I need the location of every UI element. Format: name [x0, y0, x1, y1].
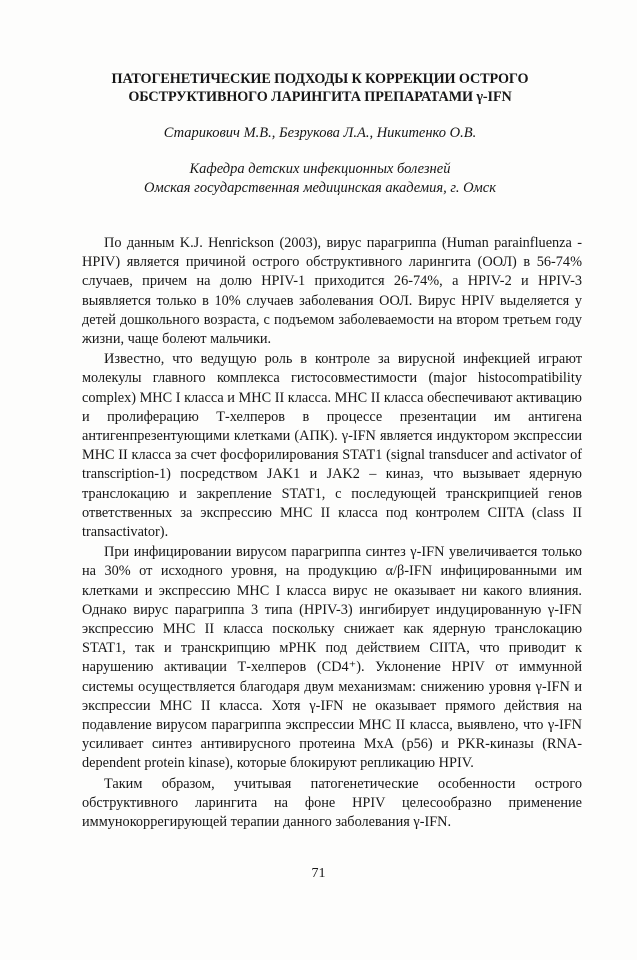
affiliation-department: Кафедра детских инфекционных болезней [189, 161, 451, 177]
paragraph-1: По данным K.J. Henrickson (2003), вирус парагриппа (Human parainfluenza - HPIV) является причиной острого обструктивного ларингита (ООЛ) в 56-74% случаев, причем на долю HPIV-1 приходится 26-74%, а HPIV-2 и HPIV-3 выявляется только в 10% случаев заболевания ООЛ. Вирус HPIV выделяется у детей дошкольного возраста, с подъемом заболеваемости на втором третьем году жизни, чаще болеют мальчики. [82, 235, 582, 348]
paragraph-3: При инфицировании вирусом парагриппа синтез γ-IFN увеличивается только на 30% от исходного уровня, на продукцию α/β-IFN инфицированными им клетками и экспрессию МНС I класса вирус не оказывает ни какого влияния. Однако вирус парагриппа 3 типа (HPIV-3) ингибирует индуцированную γ-IFN экспрессию МНС II класса поскольку снижает как ядерную транслокацию STAT1, так и транскрипцию мРНК под действием CIITA, что приводит к нарушению активации Т-хелперов (CD4⁺). Уклонение HPIV от иммунной системы осуществляется благодаря двум механизмам: снижению уровня γ-IFN и экспрессии МНС II класса. Хотя γ-IFN не оказывает прямого действия на подавление вирусом парагриппа экспрессии МНС II класса, выявлено, что γ-IFN усиливает синтез антивирусного протеина MxA (p56) и PKR-киназы (RNA-dependent protein kinase), которые блокируют репликацию HPIV. [82, 544, 582, 772]
authors-line: Старикович М.В., Безрукова Л.А., Никитенко О.В. [163, 125, 477, 141]
article-title: ПАТОГЕНЕТИЧЕСКИЕ ПОДХОДЫ К КОРРЕКЦИИ ОСТРОГО ОБСТРУКТИВНОГО ЛАРИНГИТА ПРЕПАРАТАМИ γ-IFN [111, 71, 529, 105]
affiliation-institution: Омская государственная медицинская академия, г. Омск [143, 180, 497, 196]
page-number: 71 [311, 866, 326, 881]
article-body [82, 234, 582, 832]
affiliation-block [60, 160, 580, 198]
paragraph-2: Известно, что ведущую роль в контроле за вирусной инфекцией играют молекулы главного комплекса гистосовместимости (major histocompatibility complex) МНС I класса и МНС II класса. МНС II класса обеспечивают активацию и пролиферацию Т-хелперов в процессе презентации им антигена антигенпрезентующими клетками (АПК). γ-IFN является индуктором экспрессии МНС II класса за счет фосфорилирования STAT1 (signal transducer and activator of transcription-1) посредством JAK1 и JAK2 – киназ, что вызывает ядерную транслокацию и закрепление STAT1, с последующей транскрипцией генов ответственных за экспрессию МНС II класса под контролем CIITA (class II transactivator). [82, 351, 582, 541]
paragraph-4: Таким образом, учитывая патогенетические особенности острого обструктивного ларингита на фоне HPIV целесообразно применение иммунокоррегирующей терапии данного заболевания γ-IFN. [82, 775, 582, 831]
